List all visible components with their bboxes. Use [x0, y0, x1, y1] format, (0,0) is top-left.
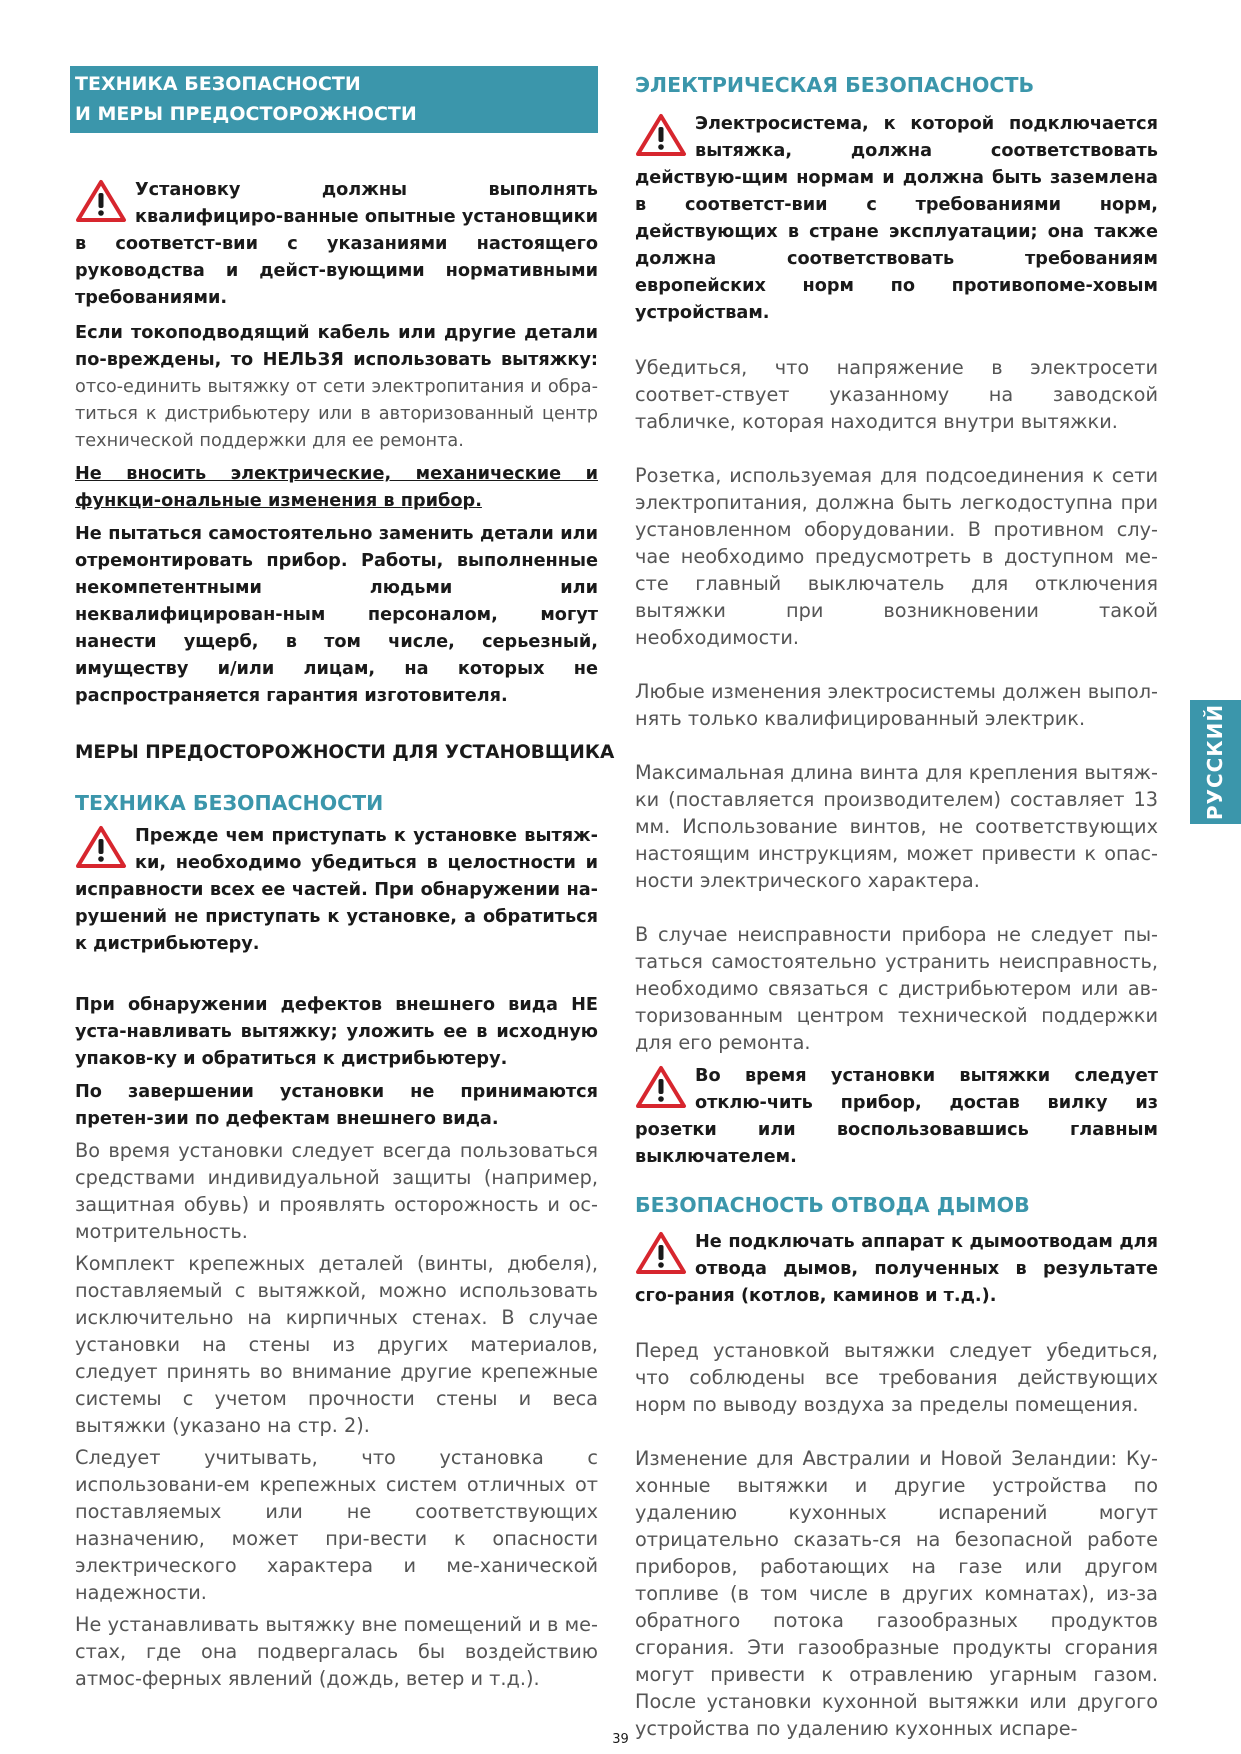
claims-paragraph: По завершении установки не принимаются претен-зии по дефектам внешнего вида. [75, 1082, 598, 1129]
socket-paragraph: Розетка, используемая для подсоединения к сети электропитания, должна быть легкодоступна при установленном оборудовании. В противном слу-чае необходимо предусмотреть в доступном ме-сте главный выключатель для отключения вытяжки при возникновении такой необходимости. [635, 464, 1158, 649]
banner-line-2: И МЕРЫ ПРЕДОСТОРОЖНОСТИ [75, 103, 417, 125]
warning-triangle-icon [635, 1065, 687, 1109]
warning-block-1 [75, 177, 598, 312]
warning-block-3 [635, 111, 1158, 327]
left-column [75, 66, 615, 1692]
electrician-paragraph: Любые изменения электросистемы должен выпол-нять только квалифицированный электрик. [635, 680, 1158, 730]
outdoors-paragraph: Не устанавливать вытяжку вне помещений и в ме-стах, где она подвергалась бы воздействию атмос-ферных явлений (дождь, ветер и т.д.). [75, 1613, 598, 1690]
no-changes-paragraph: Не вносить электрические, механические и функци-ональные изменения в прибор. [75, 464, 598, 511]
voltage-paragraph: Убедиться, что напряжение в электросети соответ-ствует указанному на заводской табличке, которая находится внутри вытяжки. [635, 356, 1158, 433]
warning-triangle-icon [635, 1231, 687, 1275]
warning-block-5 [635, 1229, 1158, 1310]
banner-line-1: ТЕХНИКА БЕЗОПАСНОСТИ [75, 73, 361, 95]
warning-triangle-icon [75, 825, 127, 869]
section-banner [70, 66, 598, 133]
warning-text: Электросистема, к которой подключается вытяжка, должна соответствовать действую-щим нормам и должна быть заземлена в соответст-вии с требованиями норм, действующих в стране эксплуатации; она также должна соответствовать требованиям европейских норм по противопоме-ховым устройствам. [635, 114, 1158, 323]
installer-heading: МЕРЫ ПРЕДОСТОРОЖНОСТИ ДЛЯ УСТАНОВЩИКА [75, 742, 615, 763]
language-side-tab [1190, 700, 1241, 824]
air-outlet-paragraph: Перед установкой вытяжки следует убедиться, что соблюдены все требования действующих норм по выводу воздуха за пределы помещения. [635, 1339, 1158, 1416]
ppe-paragraph: Во время установки следует всегда пользоваться средствами индивидуальной защиты (например, защитная обувь) и проявлять осторожность и ос-мотрительность. [75, 1139, 598, 1243]
right-column [635, 66, 1158, 1742]
warning-block-2 [75, 823, 598, 958]
warning-text: Установку должны выполнять квалифициро-ванные опытные установщики в соответст-вии с указаниями настоящего руководства и дейст-вующими нормативными требованиями. [75, 180, 598, 308]
warning-text: Прежде чем приступать к установке вытяж-ки, необходимо убедиться в целостности и исправности всех ее частей. При обнаружении на-рушений не приступать к установке, а обратиться к дистрибьютеру. [75, 826, 598, 954]
warning-triangle-icon [635, 113, 687, 157]
warning-triangle-icon [75, 179, 127, 223]
fasteners-paragraph: Комплект крепежных деталей (винты, дюбеля), поставляемый с вытяжкой, можно использовать исключительно на кирпичных стенах. В случае установки на стены из других материалов, следует принять во внимание другие крепежные системы с учетом прочности стены и веса вытяжки (указано на стр. 2). [75, 1252, 598, 1437]
warning-text: Не подключать аппарат к дымоотводам для отвода дымов, полученных в результате сго-рания (котлов, каминов и т.д.). [635, 1232, 1158, 1306]
language-label: РУССКИЙ [1203, 703, 1228, 821]
smoke-safety-heading: БЕЗОПАСНОСТЬ ОТВОДА ДЫМОВ [635, 1193, 1030, 1217]
screw-paragraph: Максимальная длина винта для крепления вытяж-ки (поставляется производителем) составляет 13 мм. Использование винтов, не соответствующих настоящим инструкциям, может привести к опас-ности электрического характера. [635, 761, 1158, 892]
other-systems-paragraph: Следует учитывать, что установка с использовани-ем крепежных систем отличных от поставляемых или не соответствующих назначению, может при-вести к опасности электрического характера и ме-ханической надежности. [75, 1446, 598, 1604]
electrical-safety-heading: ЭЛЕКТРИЧЕСКАЯ БЕЗОПАСНОСТЬ [635, 73, 1035, 97]
australia-paragraph: Изменение для Австралии и Новой Зеландии: Ку-хонные вытяжки и другие устройства по удалению кухонных испарений могут отрицательно сказать-ся на безопасной работе приборов, работающих на газе или другом топливе (в том числе в других комнатах), из-за обратного потока газообразных продуктов сгорания. Эти газообразные продукты сгорания могут привести к отравлению угарным газом. После установки кухонной вытяжки или другого устройства по удалению кухонных испаре- [635, 1447, 1158, 1740]
cable-bold-text: Если токоподводящий кабель или другие детали по-вреждены, то НЕЛЬЗЯ использовать вытяжку: [75, 323, 598, 370]
warning-block-4 [635, 1063, 1158, 1171]
defects-paragraph: При обнаружении дефектов внешнего вида НЕ уста-навливать вытяжку; уложить ее в исходную упаков-ку и обратиться к дистрибьютеру. [75, 995, 598, 1069]
malfunction-paragraph: В случае неисправности прибора не следует пы-таться самостоятельно устранить неисправность, необходимо связаться с дистрибьютером или ав-торизованным центром технической поддержки для его ремонта. [635, 923, 1158, 1054]
cable-light-text: отсо-единить вытяжку от сети электропитания и обра-титься к дистрибьютеру или в авторизованный центр технической поддержки для ее ремонта. [75, 377, 598, 451]
warning-text: Во время установки вытяжки следует отклю-чить прибор, достав вилку из розетки или воспользовавшись главным выключателем. [635, 1066, 1158, 1167]
safety-heading: ТЕХНИКА БЕЗОПАСНОСТИ [75, 791, 384, 815]
no-replace-paragraph: Не пытаться самостоятельно заменить детали или отремонтировать прибор. Работы, выполненные некомпетентными людьми или неквалифицирован-ным персоналом, могут нанести ущерб, в том числе, серьезный, имуществу и/или лицам, на которых не распространяется гарантия изготовителя. [75, 524, 598, 706]
page-number: 39 [612, 1732, 629, 1747]
cable-paragraph [75, 320, 598, 455]
